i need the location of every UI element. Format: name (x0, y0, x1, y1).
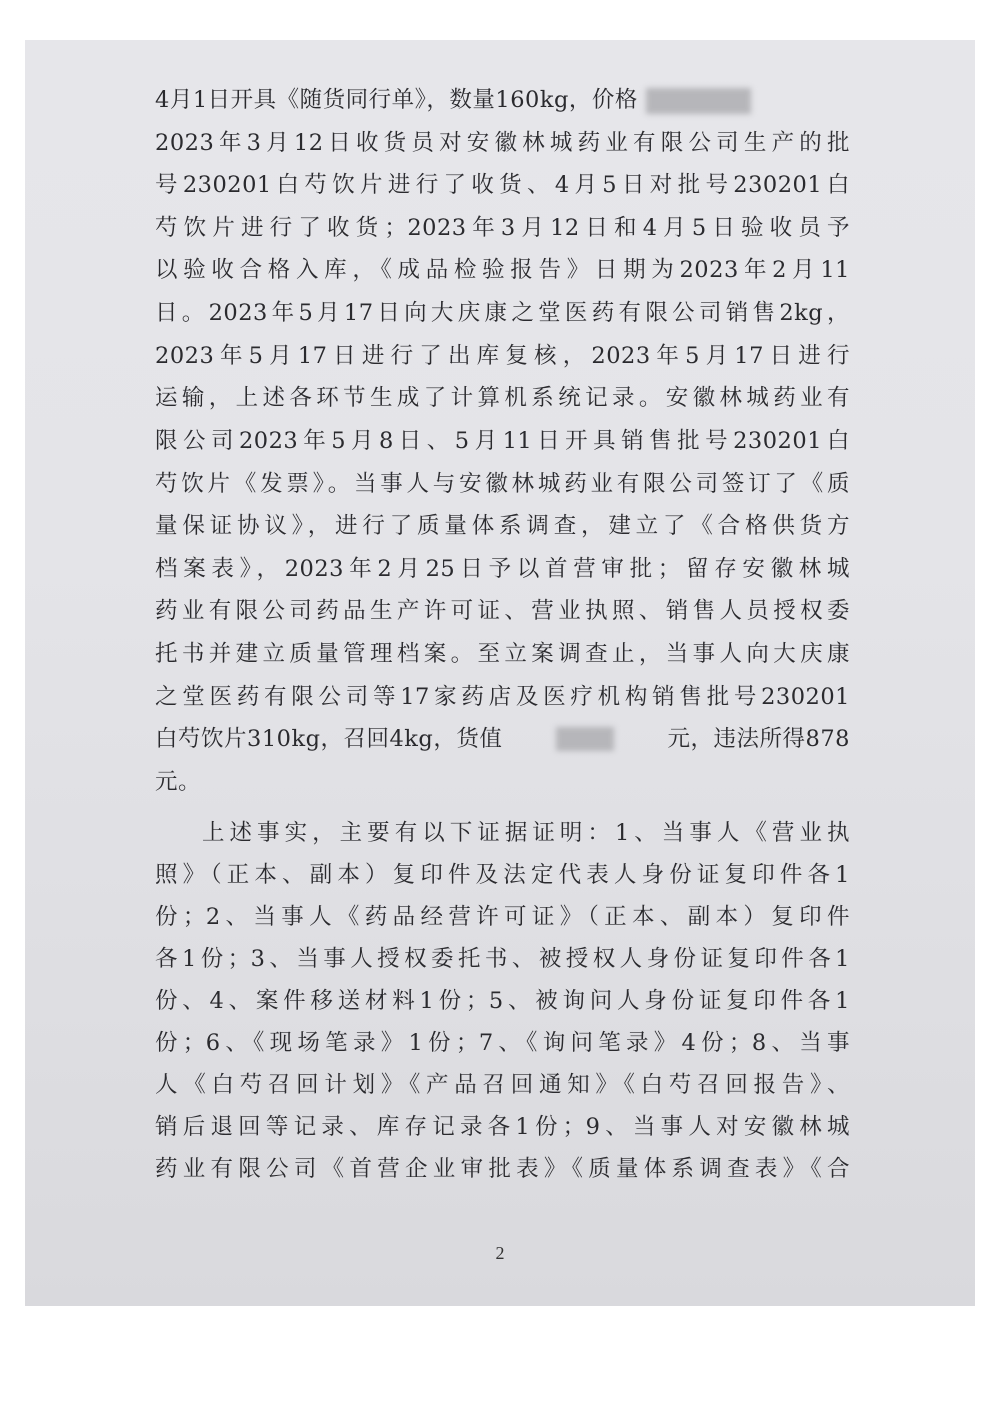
text-line: 运输，上述各环节生成了计算机系统记录。安徽林城药业有 (155, 385, 850, 411)
text-line-content: 4月1日开具《随货同行单》，数量160kg，价格 (155, 87, 638, 113)
text-line: 限公司2023年5月8日、5月11日开具销售批号230201白 (155, 428, 850, 454)
text-line: 芍饮片进行了收货；2023年3月12日和4月5日验收员予 (155, 215, 850, 241)
text-line: 份；2、当事人《药品经营许可证》（正本、副本）复印件 (155, 904, 850, 930)
text-line: 份、4、案件移送材料1份；5、被询问人身份证复印件各1 (155, 988, 850, 1014)
text-line: 销后退回等记录、库存记录各1份；9、当事人对安徽林城 (155, 1114, 850, 1140)
text-line: 托书并建立质量管理档案。至立案调查止，当事人向大庆康 (155, 641, 850, 667)
text-line (155, 722, 850, 756)
text-line-content: 白芍饮片310kg，召回4kg，货值 (155, 726, 503, 752)
text-line: 档案表》，2023年2月25日予以首营审批；留存安徽林城 (155, 556, 850, 582)
text-line (155, 83, 850, 117)
text-line: 照》（正本、副本）复印件及法定代表人身份证复印件各1 (155, 862, 850, 888)
text-line: 药业有限公司《首营企业审批表》《质量体系调查表》《合 (155, 1156, 850, 1182)
redacted-value (556, 727, 614, 751)
text-line: 芍饮片《发票》。当事人与安徽林城药业有限公司签订了《质 (155, 471, 850, 497)
page-number: 2 (495, 1243, 505, 1263)
text-line: 量保证协议》，进行了质量体系调查，建立了《合格供货方 (155, 513, 850, 539)
text-line: 之堂医药有限公司等17家药店及医疗机构销售批号230201 (155, 684, 850, 710)
text-line: 元。 (155, 769, 202, 795)
text-line: 人《白芍召回计划》《产品召回通知》《白芍召回报告》、 (155, 1072, 850, 1098)
text-line: 2023年5月17日进行了出库复核，2023年5月17日进行 (155, 343, 850, 369)
text-line: 各1份；3、当事人授权委托书、被授权人身份证复印件各1 (155, 946, 850, 972)
text-line-content: 元，违法所得878 (667, 726, 850, 752)
text-line: 2023年3月12日收货员对安徽林城药业有限公司生产的批 (155, 130, 850, 156)
text-line: 日。2023年5月17日向大庆康之堂医药有限公司销售2kg， (155, 300, 850, 326)
text-line: 药业有限公司药品生产许可证、营业执照、销售人员授权委 (155, 598, 850, 624)
text-line: 上述事实，主要有以下证据证明：1、当事人《营业执 (202, 820, 850, 846)
text-line: 份；6、《现场笔录》1份；7、《询问笔录》4份；8、当事 (155, 1030, 850, 1056)
text-line: 号230201白芍饮片进行了收货、4月5日对批号230201白 (155, 172, 850, 198)
redacted-price (646, 88, 751, 114)
text-line: 以验收合格入库，《成品检验报告》日期为2023年2月11 (155, 257, 850, 283)
